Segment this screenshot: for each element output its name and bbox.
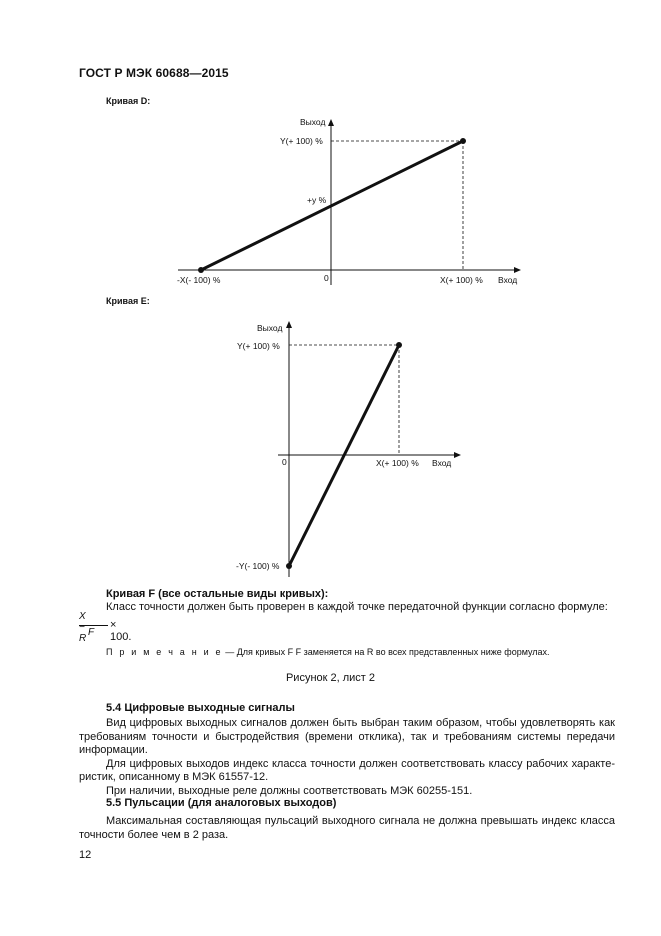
section-5-5-paragraph-1: Максимальная составляющая пульсаций выходного сигнала не должна превышать индекс класса точности более чем в 2 раза. bbox=[79, 815, 615, 841]
formula-multiplier: × 100. bbox=[110, 619, 132, 643]
section-5-4-title: 5.4 Цифровые выходные сигналы bbox=[106, 702, 295, 714]
formula-denominator: F bbox=[88, 627, 95, 638]
curve-d-y-intercept-label: +y % bbox=[307, 195, 327, 205]
curve-e-y-max-label: Y(+ 100) % bbox=[237, 341, 280, 351]
curve-d-y-max-label: Y(+ 100) % bbox=[280, 136, 323, 146]
document-header: ГОСТ Р МЭК 60688—2015 bbox=[79, 66, 229, 80]
formula-fraction-bar bbox=[79, 625, 108, 626]
curve-e-end-point bbox=[396, 342, 402, 348]
curve-e-label: Кривая E: bbox=[106, 296, 150, 306]
section-5-5-title: 5.5 Пульсации (для аналоговых выходов) bbox=[106, 797, 337, 809]
curve-d-x-min-label: -X(- 100) % bbox=[177, 275, 221, 285]
curve-e-x-axis-label: Вход bbox=[432, 458, 452, 468]
curve-e-origin-label: 0 bbox=[282, 457, 287, 467]
formula-numerator: X − R bbox=[79, 611, 87, 644]
section-5-4-paragraph-1: Вид цифровых выходных сигналов должен быть выбран таким образом, чтобы удовлетворять как требованиям точности и быстродействия (времени отклика), так и требованиям системы передачи информации. bbox=[79, 717, 615, 756]
curve-d-y-axis-label: Выход bbox=[300, 117, 326, 127]
note-prefix: П р и м е ч а н и е bbox=[106, 647, 223, 657]
curve-e-y-axis-label: Выход bbox=[257, 323, 283, 333]
section-5-4-paragraph-3: При наличии, выходные реле должны соответствовать МЭК 60255-151. bbox=[106, 784, 473, 797]
curve-e-x-max-label: X(+ 100) % bbox=[376, 458, 419, 468]
figure-caption: Рисунок 2, лист 2 bbox=[285, 672, 376, 684]
curve-d-x-max-label: X(+ 100) % bbox=[440, 275, 483, 285]
curve-f-text: Класс точности должен быть проверен в каждой точке передаточной функции согласно формуле: bbox=[106, 601, 608, 613]
section-5-4-body bbox=[79, 717, 615, 798]
curve-d-label: Кривая D: bbox=[106, 96, 151, 106]
note bbox=[106, 647, 550, 657]
curve-e-start-point bbox=[286, 563, 292, 569]
section-5-4-paragraph-2: Для цифровых выходов индекс класса точности должен соответствовать классу рабочих характе-ристик, описанному в МЭК 61557-12. bbox=[79, 757, 615, 783]
curve-d-x-axis-label: Вход bbox=[498, 275, 518, 285]
curve-d-origin-label: 0 bbox=[324, 273, 329, 283]
curve-f-label: Кривая F (все остальные виды кривых): bbox=[106, 588, 329, 600]
curve-e-y-min-label: -Y(- 100) % bbox=[236, 561, 280, 571]
section-5-5-body bbox=[79, 815, 615, 842]
page-number: 12 bbox=[79, 849, 92, 861]
note-text: — Для кривых F F заменяется на R во всех представленных ниже формулах. bbox=[222, 647, 550, 657]
